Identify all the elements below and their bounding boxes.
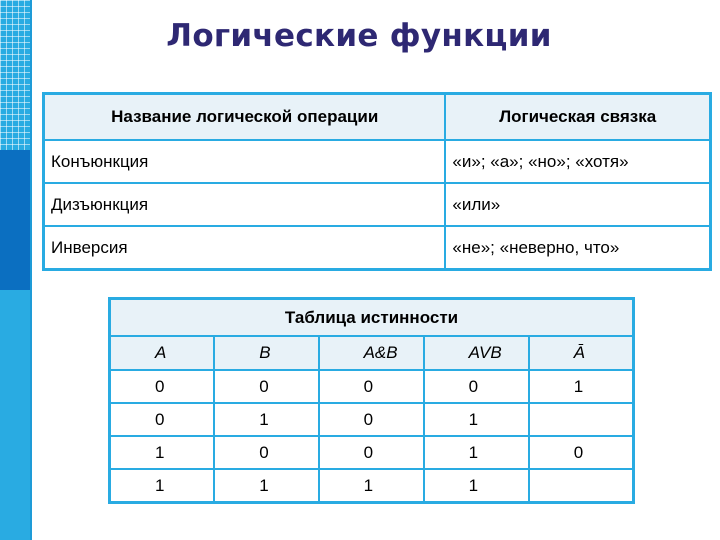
truth-table-caption: Таблица истинности xyxy=(110,299,634,337)
truth-table-caption-row xyxy=(110,299,634,337)
table-cell: 0 xyxy=(214,436,318,469)
column-header-operation-name: Название логической операции xyxy=(44,94,446,141)
light-stripe xyxy=(0,290,30,540)
column-header-not: Ā xyxy=(529,336,634,370)
page-title xyxy=(0,18,720,54)
table-row xyxy=(110,436,634,469)
table-cell: 0 xyxy=(110,370,215,403)
table-cell: 1 xyxy=(110,469,215,503)
table-cell: 0 xyxy=(110,403,215,436)
table-cell: 1 xyxy=(529,370,634,403)
table-cell: 0 xyxy=(319,403,424,436)
operations-table xyxy=(42,92,712,271)
dark-stripe xyxy=(0,150,30,290)
table-cell: 0 xyxy=(319,436,424,469)
table-row xyxy=(110,370,634,403)
table-row xyxy=(44,140,711,183)
table-cell: 1 xyxy=(319,469,424,503)
column-header-or: AVB xyxy=(424,336,529,370)
column-header-a: A xyxy=(110,336,215,370)
edge-line xyxy=(30,0,32,540)
table-row xyxy=(44,226,711,270)
table-row xyxy=(110,469,634,503)
table-cell: Инверсия xyxy=(44,226,446,270)
truth-table-header-row xyxy=(110,336,634,370)
table-cell: 0 xyxy=(424,370,529,403)
table-cell: Дизъюнкция xyxy=(44,183,446,226)
table-cell: 1 xyxy=(110,436,215,469)
table-cell: 1 xyxy=(424,469,529,503)
page-title-text: Логические функции xyxy=(166,18,552,54)
column-header-connective: Логическая связка xyxy=(445,94,710,141)
table-cell: 0 xyxy=(529,436,634,469)
table-cell: 1 xyxy=(214,403,318,436)
table-row xyxy=(44,183,711,226)
table-cell xyxy=(529,469,634,503)
column-header-b: B xyxy=(214,336,318,370)
table-cell: 0 xyxy=(319,370,424,403)
table-cell: 1 xyxy=(424,436,529,469)
table-cell: «не»; «неверно, что» xyxy=(445,226,710,270)
truth-table xyxy=(108,297,635,504)
table-cell: «или» xyxy=(445,183,710,226)
table-header-row xyxy=(44,94,711,141)
column-header-and: A&B xyxy=(319,336,424,370)
table-cell: 1 xyxy=(424,403,529,436)
table-cell xyxy=(529,403,634,436)
table-cell: 0 xyxy=(214,370,318,403)
table-cell: Конъюнкция xyxy=(44,140,446,183)
left-decorative-bar xyxy=(0,0,32,540)
table-cell: «и»; «а»; «но»; «хотя» xyxy=(445,140,710,183)
table-row xyxy=(110,403,634,436)
table-cell: 1 xyxy=(214,469,318,503)
